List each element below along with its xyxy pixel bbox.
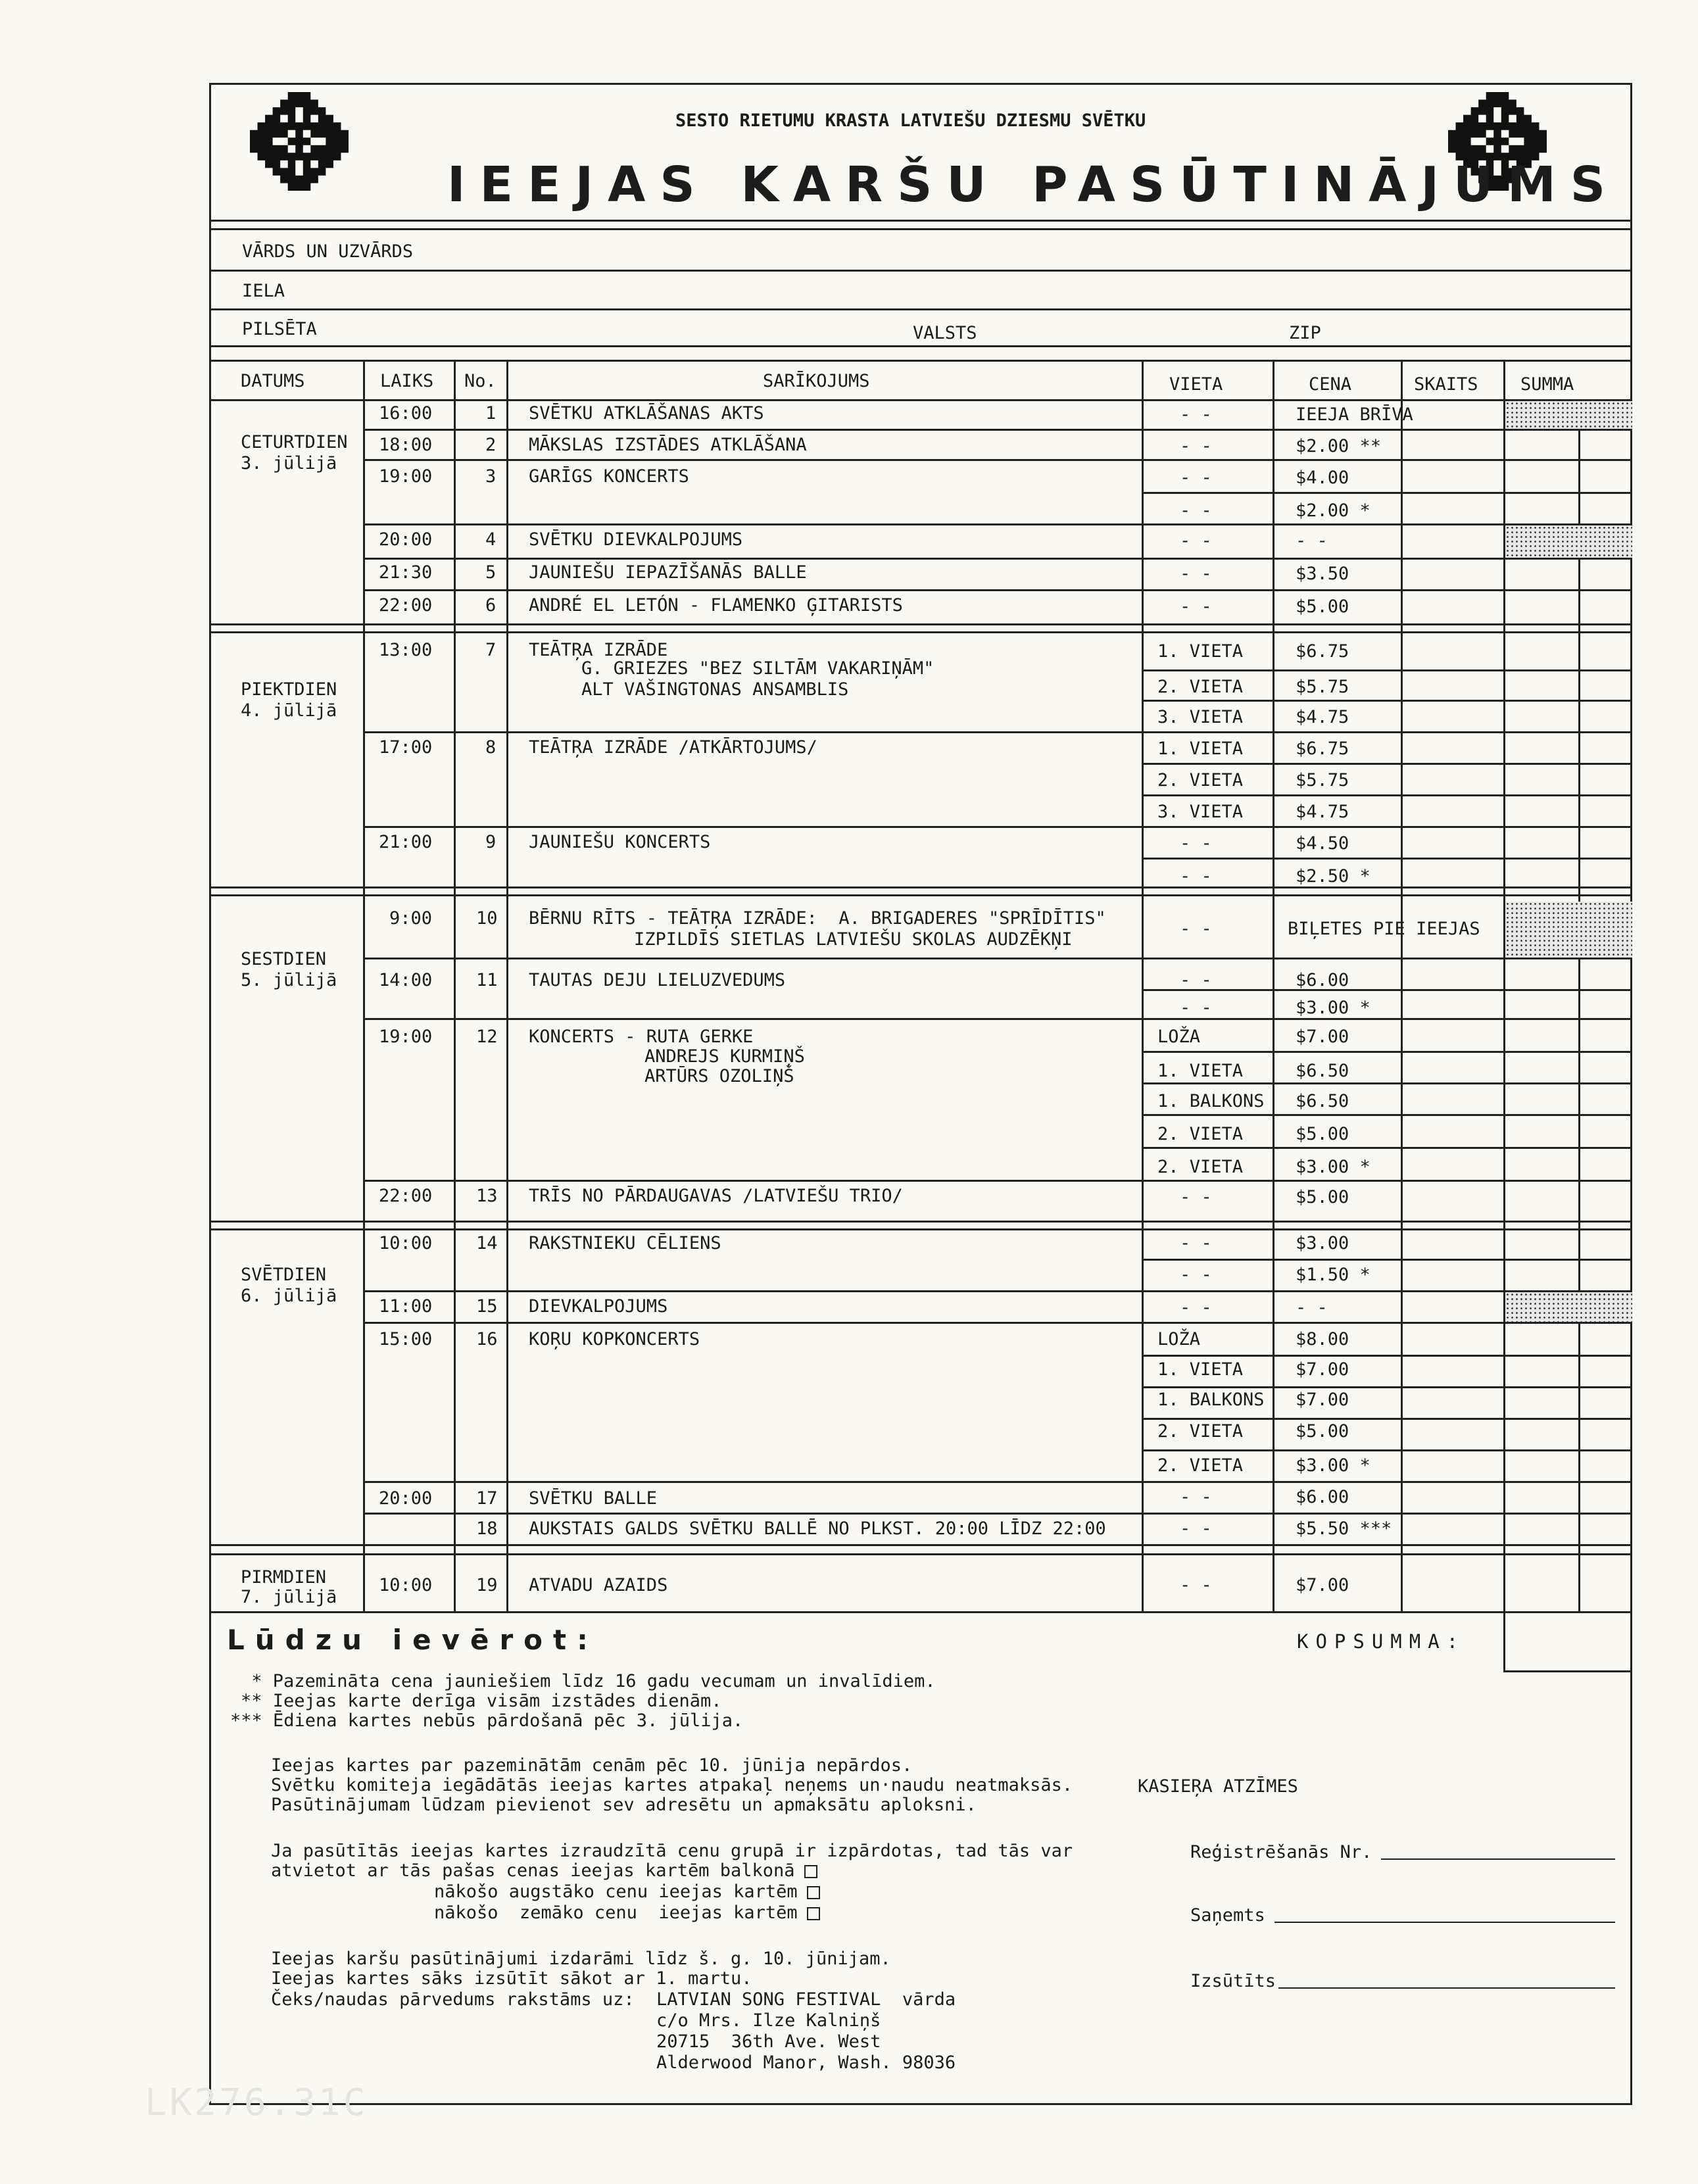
zip-field[interactable]: ZIP: [1289, 323, 1321, 343]
seat-cell: - -: [1180, 866, 1212, 886]
event-title: BĒRNU RĪTS - TEĀTŖA IZRĀDE: A. BRIGADERES "SPRĪDĪTIS": [529, 908, 1106, 929]
event-no: 15: [476, 1296, 498, 1317]
event-no: 2: [485, 435, 497, 455]
seat-cell: - -: [1180, 531, 1212, 551]
event-time: 19:00: [379, 466, 433, 487]
event-time: 11:00: [379, 1296, 433, 1317]
event-title: ANDRÉ EL LETÓN - FLAMENKO ĢITARISTS: [529, 595, 903, 616]
event-time: 13:00: [379, 640, 433, 660]
price-cell: $7.00: [1296, 1390, 1349, 1410]
seat-cell: 3. VIETA: [1157, 707, 1244, 727]
price-cell: BIĻETES PIE IEEJAS: [1288, 919, 1480, 939]
event-title: KONCERTS - RUTA GERKE: [529, 1027, 754, 1047]
seat-cell: - -: [1180, 404, 1212, 425]
price-cell: $2.00 *: [1296, 500, 1371, 521]
event-title: MĀKSLAS IZSTĀDES ATKLĀŠANA: [529, 435, 807, 455]
price-cell: $7.00: [1296, 1359, 1349, 1380]
event-time: 21:00: [379, 832, 433, 852]
event-title-line: ARTŪRS OZOLIŅŠ: [644, 1066, 794, 1086]
price-cell: $3.00 *: [1296, 998, 1371, 1018]
price-cell: $6.50: [1296, 1061, 1349, 1081]
event-no: 12: [476, 1027, 498, 1047]
event-no: 6: [485, 595, 497, 616]
name-field[interactable]: VĀRDS UN UZVĀRDS: [242, 241, 414, 262]
event-title: SVĒTKU ATKLĀŠANAS AKTS: [529, 403, 764, 424]
cashier-heading: KASIEŖA ATZĪMES: [1138, 1776, 1298, 1797]
price-cell: $4.50: [1296, 833, 1349, 854]
event-time: 15:00: [379, 1329, 433, 1349]
event-no: 1: [485, 403, 497, 424]
seat-cell: 2. VIETA: [1157, 1124, 1244, 1144]
seat-cell: 1. BALKONS: [1157, 1091, 1265, 1111]
seat-cell: 2. VIETA: [1157, 1455, 1244, 1476]
event-title: ATVADU AZAIDS: [529, 1575, 668, 1595]
note-line: Ja pasūtītās ieejas kartes izraudzītā cenu grupā ir izpārdotas, tad tās var: [271, 1841, 1073, 1861]
event-no: 10: [476, 908, 498, 929]
street-field[interactable]: IELA: [242, 281, 285, 301]
seat-cell: LOŽA: [1157, 1329, 1201, 1349]
event-no: 7: [485, 640, 497, 660]
event-title-line: IZPILDĪS SIETLAS LATVIEŠU SKOLAS AUDZĒKŅI: [634, 929, 1073, 950]
price-cell: $3.50: [1296, 564, 1349, 584]
event-title-line: ANDREJS KURMIŅŠ: [644, 1046, 805, 1067]
seat-cell: - -: [1180, 998, 1212, 1018]
archive-stamp: LK276.31C: [145, 2081, 368, 2124]
option-balcony-label: atvietot ar tās pašas cenas ieejas kartēm balkonā: [271, 1860, 795, 1881]
event-time: 20:00: [379, 1488, 433, 1509]
price-cell: $5.75: [1296, 677, 1349, 697]
event-time: 21:30: [379, 562, 433, 583]
event-title: SVĒTKU BALLE: [529, 1488, 658, 1509]
day-date: 4. jūlijā: [241, 700, 337, 721]
notes-heading: Lūdzu ievērot:: [227, 1624, 598, 1656]
price-cell: $5.00: [1296, 1421, 1349, 1442]
price-cell: $6.00: [1296, 970, 1349, 990]
day-date: 5. jūlijā: [241, 970, 337, 990]
col-date: DATUMS: [241, 371, 305, 391]
received-field[interactable]: [1274, 1922, 1615, 1923]
event-no: 19: [476, 1575, 498, 1595]
payee-line: Alderwood Manor, Wash. 98036: [656, 2052, 956, 2073]
event-title: GARĪGS KONCERTS: [529, 466, 689, 487]
col-no: No.: [464, 371, 497, 391]
price-cell: $7.00: [1296, 1027, 1349, 1047]
footnote: *** Ēdiena kartes nebūs pārdošanā pēc 3. jūlija.: [230, 1711, 744, 1731]
price-cell: $6.00: [1296, 1487, 1349, 1507]
seat-cell: - -: [1180, 919, 1212, 939]
payee-line: LATVIAN SONG FESTIVAL vārda: [656, 1989, 956, 2010]
event-no: 5: [485, 562, 497, 583]
col-sum: SUMMA: [1520, 374, 1574, 395]
event-time: 9:00: [389, 908, 433, 929]
event-title: RAKSTNIEKU CĒLIENS: [529, 1233, 721, 1253]
city-field[interactable]: PILSĒTA: [242, 319, 317, 339]
day-label: CETURTDIEN: [241, 432, 348, 452]
registration-label: Reģistrēšanās Nr.: [1190, 1842, 1372, 1862]
col-price: CENA: [1309, 374, 1352, 395]
price-cell: $4.75: [1296, 802, 1349, 822]
price-cell: $8.00: [1296, 1329, 1349, 1349]
seat-cell: - -: [1180, 500, 1212, 521]
price-cell: $5.00: [1296, 596, 1349, 617]
price-cell: $5.75: [1296, 770, 1349, 790]
seat-cell: LOŽA: [1157, 1027, 1201, 1047]
event-title: AUKSTAIS GALDS SVĒTKU BALLĒ NO PLKST. 20:00 LĪDZ 22:00: [529, 1518, 1106, 1539]
event-time: 10:00: [379, 1575, 433, 1595]
festival-subtitle: SESTO RIETUMU KRASTA LATVIEŠU DZIESMU SVĒTKU: [675, 110, 1146, 131]
event-no: 14: [476, 1233, 498, 1253]
checkbox-lower[interactable]: [807, 1907, 820, 1920]
event-title: TAUTAS DEJU LIELUZVEDUMS: [529, 970, 786, 990]
option-lower-label: nākošo zemāko cenu ieejas kartēm: [434, 1903, 798, 1923]
col-event: SARĪKOJUMS: [763, 371, 870, 391]
price-cell: $2.00 **: [1296, 436, 1382, 456]
price-cell: $5.50 ***: [1296, 1518, 1392, 1539]
seat-cell: - -: [1180, 436, 1212, 456]
event-title: TRĪS NO PĀRDAUGAVAS /LATVIEŠU TRIO/: [529, 1186, 903, 1206]
day-label: PIRMDIEN: [241, 1567, 327, 1588]
price-cell: $6.75: [1296, 641, 1349, 662]
event-time: 20:00: [379, 529, 433, 550]
seat-cell: 1. VIETA: [1157, 739, 1244, 759]
event-title-line: G. GRIEZES "BEZ SILTĀM VAKARIŅĀM": [581, 658, 934, 679]
shaded-cell: [1505, 525, 1632, 558]
seat-cell: 1. VIETA: [1157, 1359, 1244, 1380]
registration-field[interactable]: [1381, 1858, 1615, 1860]
seat-cell: - -: [1180, 1187, 1212, 1207]
received-label: Saņemts: [1190, 1905, 1265, 1926]
seat-cell: - -: [1180, 833, 1212, 854]
sent-field[interactable]: [1278, 1987, 1615, 1989]
event-no: 17: [476, 1488, 498, 1509]
price-cell: IEEJA BRĪVA: [1296, 404, 1413, 425]
latvian-ornament-icon: [250, 92, 349, 191]
footnote: * Pazemināta cena jauniešiem līdz 16 gadu vecumam un invalīdiem.: [241, 1671, 936, 1691]
day-date: 6. jūlijā: [241, 1286, 337, 1306]
event-time: 16:00: [379, 403, 433, 424]
seat-cell: 1. BALKONS: [1157, 1390, 1265, 1410]
seat-cell: 2. VIETA: [1157, 1157, 1244, 1177]
seat-cell: - -: [1180, 1487, 1212, 1507]
seat-cell: - -: [1180, 1233, 1212, 1253]
price-cell: - -: [1296, 1298, 1328, 1318]
payee-line: 20715 36th Ave. West: [656, 2031, 881, 2052]
shaded-cell: [1505, 902, 1632, 958]
event-no: 9: [485, 832, 497, 852]
shaded-cell: [1505, 401, 1632, 429]
checkbox-balcony[interactable]: [804, 1865, 817, 1878]
price-cell: $1.50 *: [1296, 1265, 1371, 1285]
day-date: 3. jūlijā: [241, 453, 337, 473]
day-label: SESTDIEN: [241, 949, 327, 969]
note-line: Čeks/naudas pārvedums rakstāms uz:: [271, 1989, 635, 2010]
note-line: Pasūtinājumam lūdzam pievienot sev adresētu un apmaksātu aploksni.: [271, 1795, 977, 1815]
shaded-cell: [1505, 1292, 1632, 1322]
note-line: Ieejas karšu pasūtinājumi izdarāmi līdz š. g. 10. jūnijam.: [271, 1949, 891, 1969]
seat-cell: - -: [1180, 1575, 1212, 1595]
note-line: Svētku komiteja iegādātās ieejas kartes atpakaļ neņems un·naudu neatmaksās.: [271, 1775, 1073, 1795]
event-no: 8: [485, 737, 497, 758]
event-time: 14:00: [379, 970, 433, 990]
event-time: 10:00: [379, 1233, 433, 1253]
seat-cell: 2. VIETA: [1157, 1421, 1244, 1442]
event-time: 22:00: [379, 1186, 433, 1206]
note-line: Ieejas kartes sāks izsūtīt sākot ar 1. martu.: [271, 1968, 752, 1989]
price-cell: $5.00: [1296, 1187, 1349, 1207]
event-no: 3: [485, 466, 497, 487]
price-cell: $2.50 *: [1296, 866, 1371, 886]
price-cell: $7.00: [1296, 1575, 1349, 1595]
page-title: IEEJAS KARŠU PASŪTINĀJUMS: [447, 157, 1620, 213]
event-no: 16: [476, 1329, 498, 1349]
state-field[interactable]: VALSTS: [913, 323, 977, 343]
price-cell: $3.00 *: [1296, 1157, 1371, 1177]
event-time: 18:00: [379, 435, 433, 455]
note-line: [434, 1882, 820, 1902]
price-cell: $4.00: [1296, 468, 1349, 488]
seat-cell: - -: [1180, 1298, 1212, 1318]
seat-cell: - -: [1180, 1265, 1212, 1285]
col-seat: VIETA: [1169, 374, 1223, 395]
option-higher-label: nākošo augstāko cenu ieejas kartēm: [434, 1881, 798, 1902]
event-no: 4: [485, 529, 497, 550]
event-no: 13: [476, 1186, 498, 1206]
sent-label: Izsūtīts: [1190, 1971, 1276, 1991]
col-time: LAIKS: [380, 371, 434, 391]
day-label: PIEKTDIEN: [241, 679, 337, 700]
seat-cell: 2. VIETA: [1157, 770, 1244, 790]
note-line: [434, 1903, 820, 1923]
seat-cell: 2. VIETA: [1157, 677, 1244, 697]
price-cell: $5.00: [1296, 1124, 1349, 1144]
price-cell: $3.00: [1296, 1233, 1349, 1253]
event-time: 19:00: [379, 1027, 433, 1047]
event-time: 22:00: [379, 595, 433, 616]
event-title: KOŖU KOPKONCERTS: [529, 1329, 700, 1349]
event-no: 18: [476, 1518, 498, 1539]
event-time: 17:00: [379, 737, 433, 758]
event-title: JAUNIEŠU KONCERTS: [529, 832, 711, 852]
event-title: DIEVKALPOJUMS: [529, 1296, 668, 1317]
event-title: SVĒTKU DIEVKALPOJUMS: [529, 529, 743, 550]
price-cell: - -: [1296, 531, 1328, 551]
note-line: [271, 1861, 817, 1881]
col-count: SKAITS: [1414, 374, 1478, 395]
seat-cell: 1. VIETA: [1157, 641, 1244, 662]
seat-cell: - -: [1180, 468, 1212, 488]
footnote: ** Ieejas karte derīga visām izstādes dienām.: [241, 1691, 722, 1711]
price-cell: $3.00 *: [1296, 1455, 1371, 1476]
note-line: Ieejas kartes par pazeminātām cenām pēc 10. jūnija nepārdos.: [271, 1755, 913, 1776]
price-cell: $6.75: [1296, 739, 1349, 759]
event-title-line: ALT VAŠINGTONAS ANSAMBLIS: [581, 679, 849, 700]
event-title: TEĀTŖA IZRĀDE: [529, 640, 668, 660]
price-cell: $4.75: [1296, 707, 1349, 727]
seat-cell: - -: [1180, 564, 1212, 584]
seat-cell: - -: [1180, 596, 1212, 617]
day-label: SVĒTDIEN: [241, 1265, 327, 1285]
seat-cell: - -: [1180, 1518, 1212, 1539]
checkbox-higher[interactable]: [807, 1886, 820, 1899]
seat-cell: 1. VIETA: [1157, 1061, 1244, 1081]
event-title: JAUNIEŠU IEPAZĪŠANĀS BALLE: [529, 562, 807, 583]
price-cell: $6.50: [1296, 1091, 1349, 1111]
payee-line: c/o Mrs. Ilze Kalniņš: [656, 2010, 881, 2031]
seat-cell: 3. VIETA: [1157, 802, 1244, 822]
event-title: TEĀTŖA IZRĀDE /ATKĀRTOJUMS/: [529, 737, 817, 758]
total-label: KOPSUMMA:: [1297, 1630, 1466, 1653]
day-date: 7. jūlijā: [241, 1587, 337, 1607]
seat-cell: - -: [1180, 970, 1212, 990]
event-no: 11: [476, 970, 498, 990]
